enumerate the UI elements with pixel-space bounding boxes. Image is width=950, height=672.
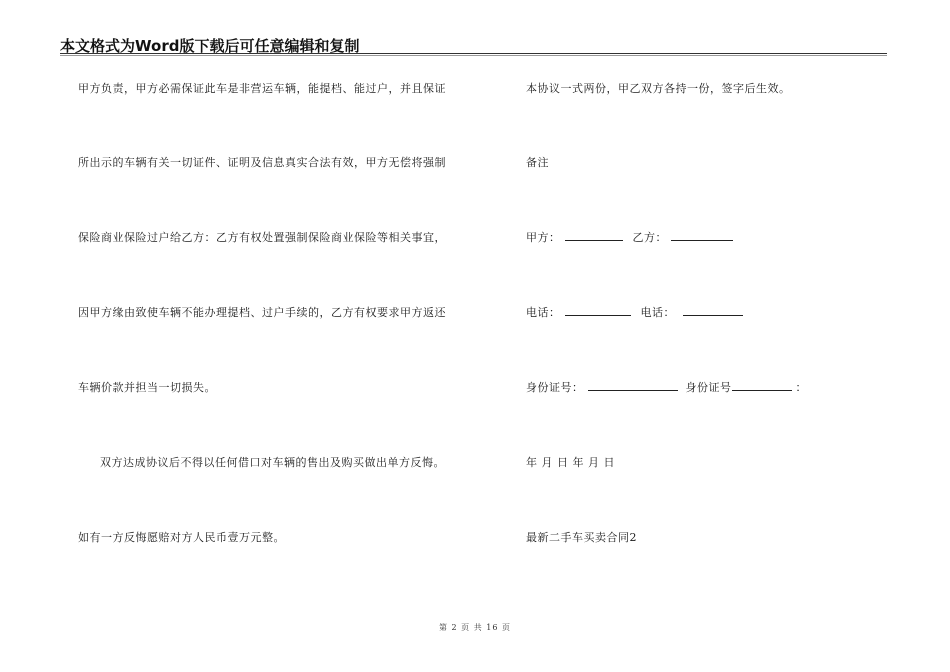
left-paragraph-line-6: 双方达成协议后不得以任何借口对车辆的售出及购买做出单方反悔。 — [100, 456, 445, 469]
copies-statement: 本协议一式两份，甲乙双方各持一份，签字后生效。 — [526, 82, 791, 95]
party-a-label: 甲方： — [526, 231, 561, 244]
id-a-blank[interactable] — [588, 380, 678, 391]
party-signature-row — [526, 229, 733, 245]
remarks-label: 备注 — [526, 156, 549, 169]
phone-a-label: 电话： — [526, 306, 561, 319]
header-divider — [60, 53, 887, 54]
left-paragraph-line-3: 保险商业保险过户给乙方：乙方有权处置强制保险商业保险等相关事宜， — [78, 231, 446, 244]
party-b-blank[interactable] — [671, 230, 733, 241]
left-paragraph-line-2: 所出示的车辆有关一切证件、证明及信息真实合法有效，甲方无偿将强制 — [78, 156, 446, 169]
phone-a-blank[interactable] — [565, 305, 631, 316]
left-paragraph-line-1: 甲方负责，甲方必需保证此车是非营运车辆，能提档、能过户，并且保证 — [78, 82, 446, 95]
phone-b-label: 电话： — [640, 306, 675, 319]
id-b-blank[interactable] — [732, 380, 792, 391]
phone-row — [526, 304, 743, 320]
party-a-blank[interactable] — [565, 230, 623, 241]
header-divider-secondary — [60, 55, 887, 56]
id-b-suffix: ： — [795, 381, 807, 394]
page-footer: 第 2 页 共 16 页 — [439, 623, 511, 632]
id-b-label: 身份证号 — [685, 381, 732, 394]
left-paragraph-line-5: 车辆价款并担当一切损失。 — [78, 381, 216, 394]
page-header-title: 本文格式为Word版下载后可任意编辑和复制 — [60, 37, 360, 55]
id-row — [526, 379, 807, 395]
date-line: 年 月 日 年 月 日 — [526, 456, 615, 469]
phone-b-blank[interactable] — [683, 305, 743, 316]
left-paragraph-line-7: 如有一方反悔愿赔对方人民币壹万元整。 — [78, 531, 285, 544]
party-b-label: 乙方： — [632, 231, 667, 244]
next-contract-title: 最新二手车买卖合同2 — [526, 531, 637, 544]
left-paragraph-line-4: 因甲方缘由致使车辆不能办理提档、过户手续的，乙方有权要求甲方返还 — [78, 306, 446, 319]
id-a-label: 身份证号： — [526, 381, 584, 394]
